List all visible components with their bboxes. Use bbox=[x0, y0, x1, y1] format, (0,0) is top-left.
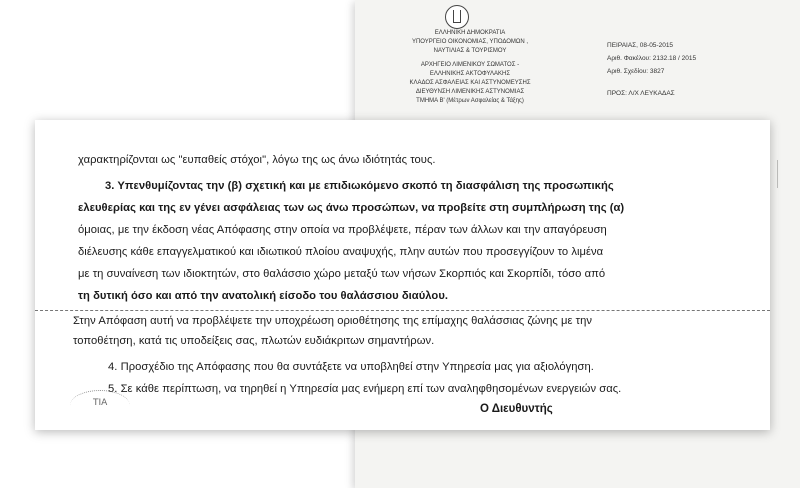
hq-line-1: ΑΡΧΗΓΕΙΟ ΛΙΜΕΝΙΚΟΥ ΣΩΜΑΤΟΣ - bbox=[420, 62, 520, 68]
draft-number: Αριθ. Σχεδίου: 3827 bbox=[607, 68, 665, 75]
body-line-9: τοποθέτηση, κατά τις υποδείξεις σας, πλωτών ευδιάκριτων σημαντήρων. bbox=[73, 335, 435, 347]
directorate-line: ΔΙΕΥΘΥΝΣΗ ΛΙΜΕΝΙΚΗΣ ΑΣΤΥΝΟΜΙΑΣ bbox=[415, 89, 525, 95]
body-line-1: χαρακτηρίζονται ως "ευπαθείς στόχοι", λόγω της ως άνω ιδιότητάς τους. bbox=[78, 154, 436, 166]
stamp-text: ΤΙΑ bbox=[93, 398, 108, 408]
document-excerpt bbox=[35, 120, 770, 430]
body-line-6: με τη συναίνεση των ιδιοκτητών, στο θαλάσσιο χώρο μεταξύ των νήσων Σκορπιός και Σκορπίδι, τόσο από bbox=[78, 268, 606, 280]
place-date: ΠΕΙΡΑΙΑΣ, 08-05-2015 bbox=[607, 42, 674, 49]
ministry-line-1: ΥΠΟΥΡΓΕΙΟ ΟΙΚΟΝΟΜΙΑΣ, ΥΠΟΔΟΜΩΝ , bbox=[411, 39, 529, 45]
body-line-8: Στην Απόφαση αυτή να προβλέψετε την υποχρέωση οριοθέτησης της επίμαχης θαλάσσιας ζώνης με την bbox=[73, 315, 593, 327]
recipient: ΠΡΟΣ: Λ/Χ ΛΕΥΚΑΔΑΣ bbox=[607, 90, 675, 97]
hq-line-2: ΕΛΛΗΝΙΚΗΣ ΑΚΤΟΦΥΛΑΚΗΣ bbox=[429, 71, 511, 77]
republic-name: ΕΛΛΗΝΙΚΗ ΔΗΜΟΚΡΑΤΙΑ bbox=[434, 30, 506, 36]
body-line-7: τη δυτική όσο και από την ανατολική είσοδο του θαλάσσιου διαύλου. bbox=[78, 290, 449, 302]
department-line: ΤΜΗΜΑ Β' (Μέτρων Ασφαλείας & Τάξης) bbox=[416, 98, 524, 104]
separator-line bbox=[35, 310, 770, 311]
file-number: Αριθ. Φακέλου: 2132.18 / 2015 bbox=[607, 55, 697, 62]
ministry-line-2: ΝΑΥΤΙΛΙΑΣ & ΤΟΥΡΙΣΜΟΥ bbox=[433, 48, 507, 54]
body-line-3: ελευθερίας και της εν γένει ασφάλειας των ως άνω προσώπων, να προβείτε στη συμπλήρωση της (α) bbox=[78, 202, 625, 214]
signature-title: Ο Διευθυντής bbox=[480, 403, 553, 415]
body-line-2: 3. Υπενθυμίζοντας την (β) σχετική και με επιδιωκόμενο σκοπό τη διασφάλιση της προσωπικής bbox=[105, 180, 614, 192]
branch-line: ΚΛΑΔΟΣ ΑΣΦΑΛΕΙΑΣ ΚΑΙ ΑΣΤΥΝΟΜΕΥΣΗΣ bbox=[409, 80, 531, 86]
body-line-10: 4. Προσχέδιο της Απόφασης που θα συντάξετε να υποβληθεί στην Υπηρεσία μας για αξιολόγηση. bbox=[108, 361, 594, 373]
body-line-11: 5. Σε κάθε περίπτωση, να τηρηθεί η Υπηρεσία μας ενήμερη επί των αναληφθησομένων ενεργειών σας. bbox=[108, 383, 622, 395]
body-line-5: διέλευσης κάθε επαγγελματικού και ιδιωτικού πλοίου αναψυχής, πλην αυτών που προσεγγίζουν το λιμένα bbox=[78, 246, 604, 258]
greek-emblem-icon bbox=[445, 5, 469, 29]
body-line-4: όμοιας, με την έκδοση νέας Απόφασης στην οποία να προβλέψετε, πέραν των άλλων και την απαγόρευση bbox=[78, 224, 607, 236]
